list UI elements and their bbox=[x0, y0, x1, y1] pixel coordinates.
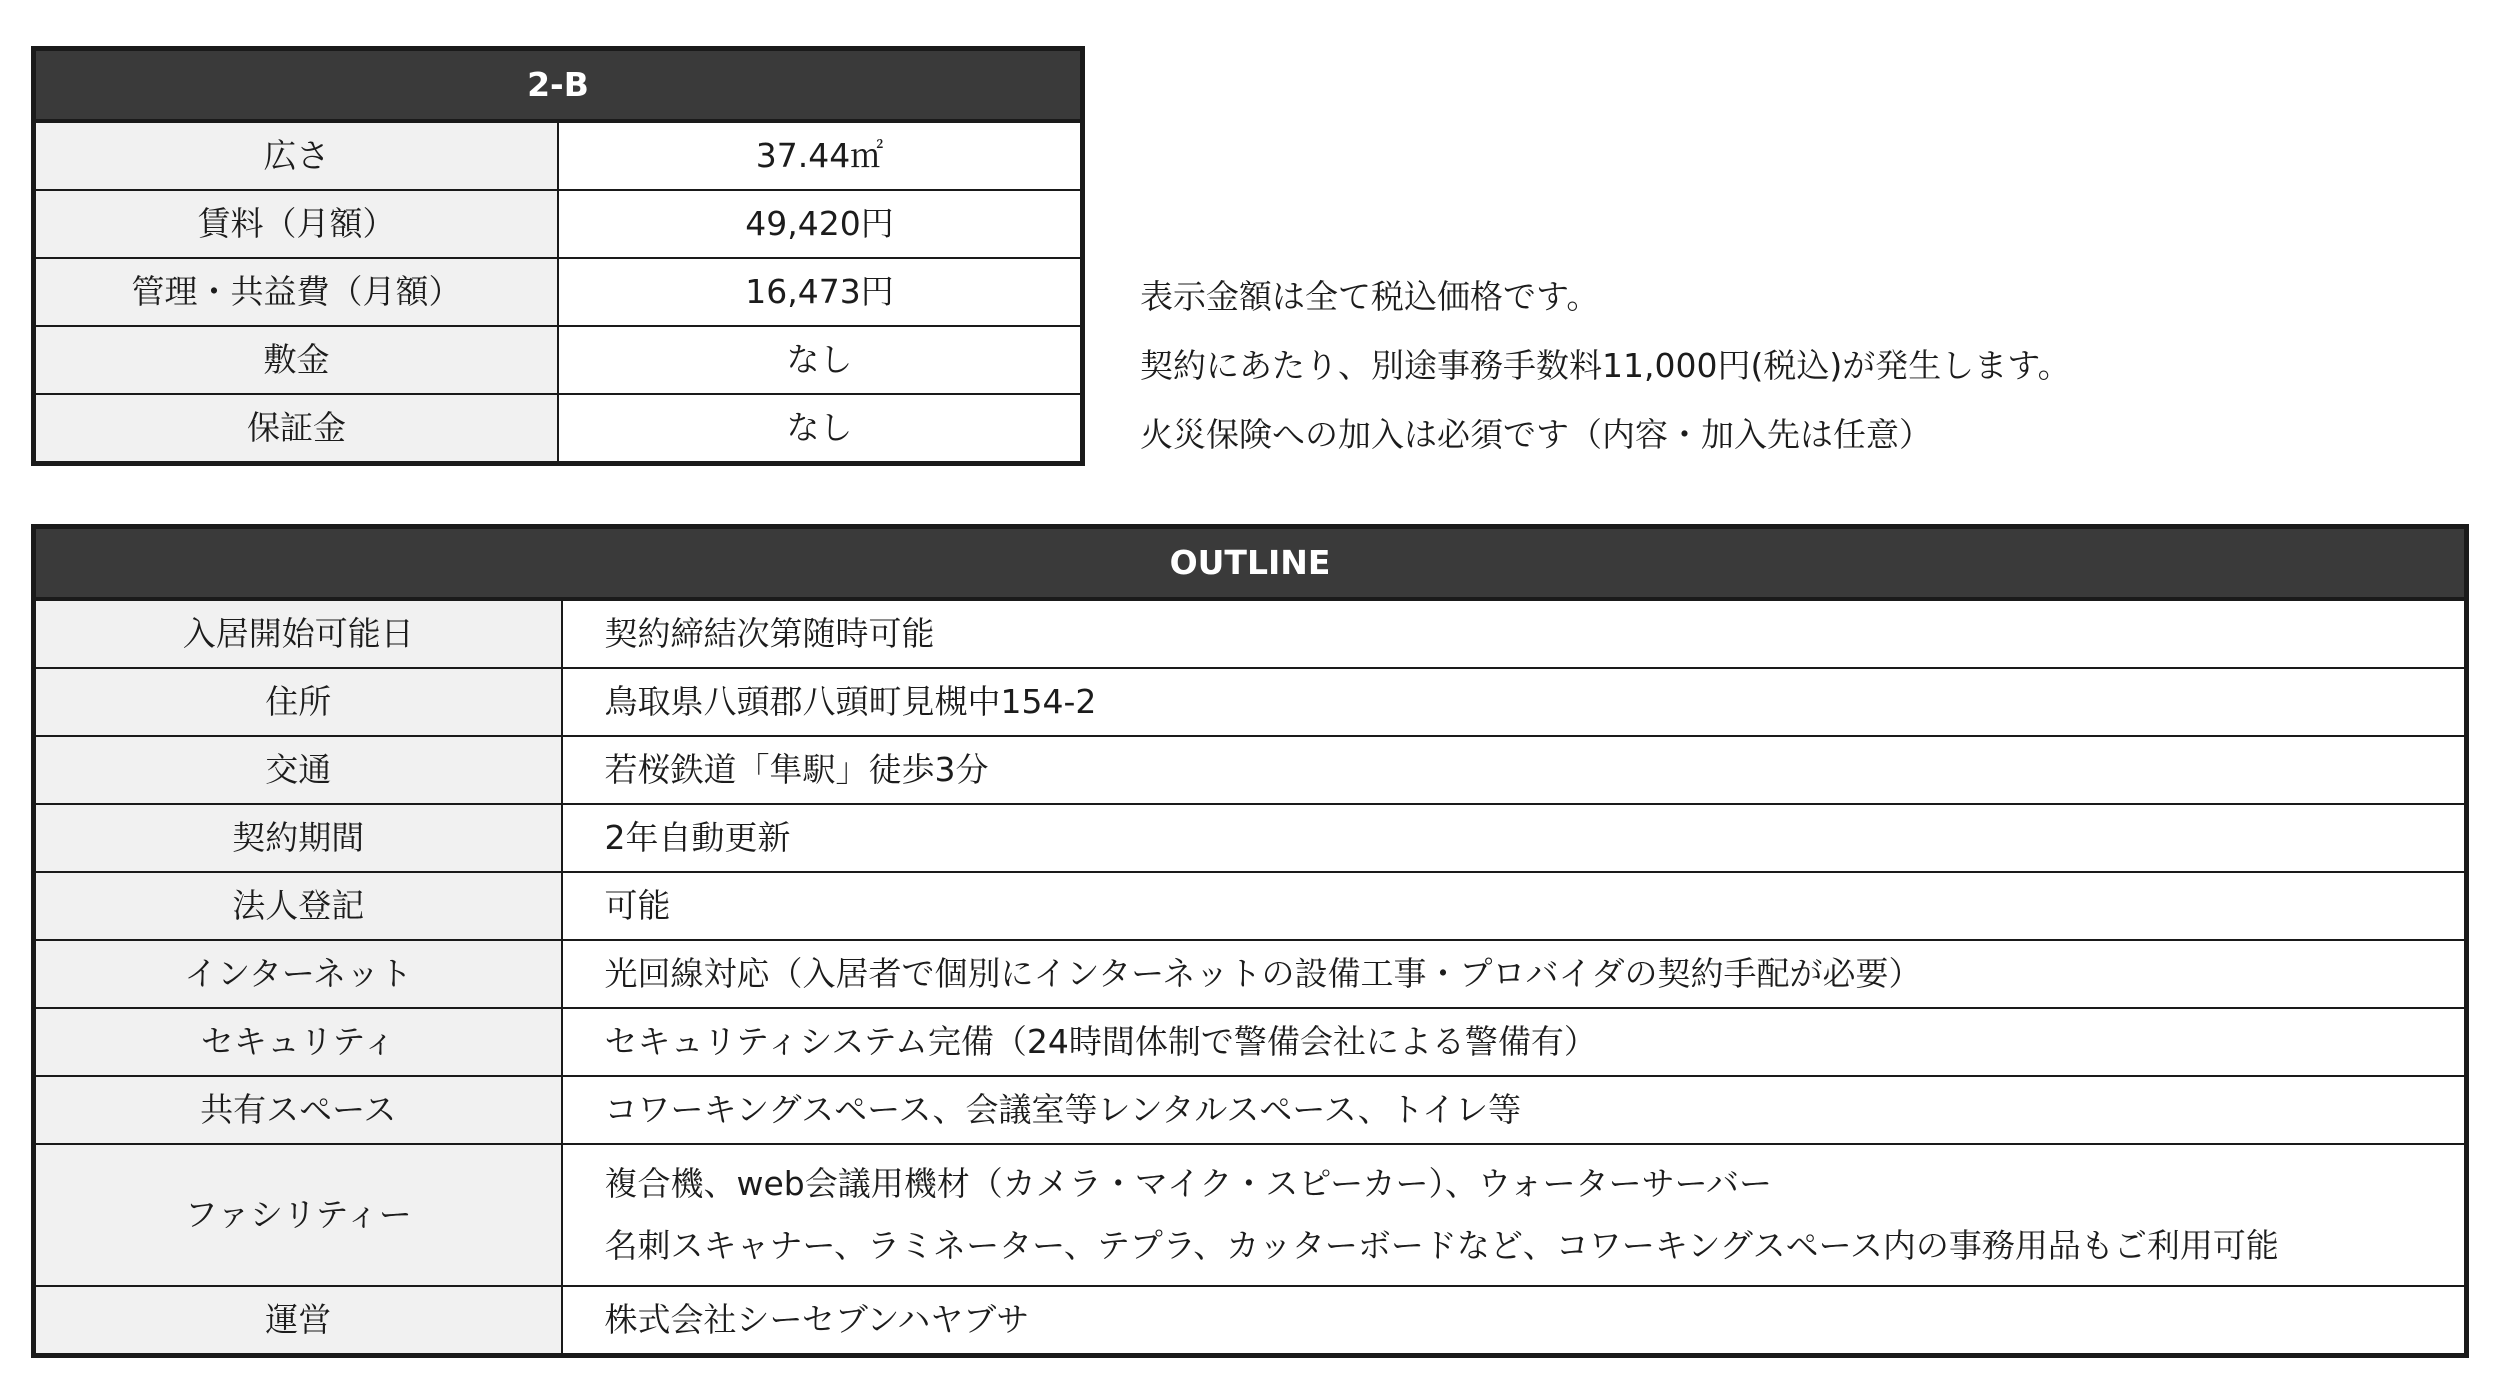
table-row bbox=[34, 1144, 2467, 1286]
outline-table bbox=[31, 524, 2469, 1358]
rent-label: 賃料（月額） bbox=[34, 190, 559, 258]
internet-value: 光回線対応（入居者で個別にインターネットの設備工事・プロバイダの契約手配が必要） bbox=[562, 940, 2467, 1008]
access-value: 若桜鉄道「隼駅」徒歩3分 bbox=[562, 736, 2467, 804]
table-row bbox=[34, 599, 2467, 668]
access-label: 交通 bbox=[34, 736, 562, 804]
table-row bbox=[34, 394, 1083, 464]
unit-table bbox=[31, 46, 1085, 466]
table-row bbox=[34, 258, 1083, 326]
table-row bbox=[34, 668, 2467, 736]
shared-space-value: コワーキングスペース、会議室等レンタルスペース、トイレ等 bbox=[562, 1076, 2467, 1144]
facility-value bbox=[562, 1144, 2467, 1286]
contract-period-value: 2年自動更新 bbox=[562, 804, 2467, 872]
table-row bbox=[34, 736, 2467, 804]
corporate-registration-label: 法人登記 bbox=[34, 872, 562, 940]
deposit-label: 敷金 bbox=[34, 326, 559, 394]
table-row bbox=[34, 1076, 2467, 1144]
note-tax-included: 表示金額は全て税込価格です。 bbox=[1140, 277, 1600, 316]
address-label: 住所 bbox=[34, 668, 562, 736]
facility-label: ファシリティー bbox=[34, 1144, 562, 1286]
facility-value-line-1: 複合機、web会議用機材（カメラ・マイク・スピーカー）、ウォーターサーバー bbox=[604, 1163, 1772, 1203]
move-in-date-label: 入居開始可能日 bbox=[34, 599, 562, 668]
operator-label: 運営 bbox=[34, 1286, 562, 1356]
table-row bbox=[34, 940, 2467, 1008]
table-row bbox=[34, 121, 1083, 190]
table-row bbox=[34, 804, 2467, 872]
table-row bbox=[34, 1286, 2467, 1356]
guarantee-label: 保証金 bbox=[34, 394, 559, 464]
note-admin-fee: 契約にあたり、別途事務手数料11,000円(税込)が発生します。 bbox=[1140, 346, 2071, 385]
unit-title: 2-B bbox=[34, 49, 1083, 122]
note-fire-insurance: 火災保険への加入は必須です（内容・加入先は任意） bbox=[1140, 415, 1932, 454]
security-label: セキュリティ bbox=[34, 1008, 562, 1076]
guarantee-value: なし bbox=[558, 394, 1083, 464]
table-row bbox=[34, 872, 2467, 940]
security-value: セキュリティシステム完備（24時間体制で警備会社による警備有） bbox=[562, 1008, 2467, 1076]
internet-label: インターネット bbox=[34, 940, 562, 1008]
table-row bbox=[34, 326, 1083, 394]
facility-value-line-2: 名刺スキャナー、ラミネーター、テプラ、カッターボードなど、コワーキングスペース内の事務用品もご利用可能 bbox=[604, 1226, 2279, 1265]
corporate-registration-value: 可能 bbox=[562, 872, 2467, 940]
table-row bbox=[34, 1008, 2467, 1076]
shared-space-label: 共有スペース bbox=[34, 1076, 562, 1144]
operator-value: 株式会社シーセブンハヤブサ bbox=[562, 1286, 2467, 1356]
table-row bbox=[34, 190, 1083, 258]
management-fee-label: 管理・共益費（月額） bbox=[34, 258, 559, 326]
move-in-date-value: 契約締結次第随時可能 bbox=[562, 599, 2467, 668]
rent-value: 49,420円 bbox=[558, 190, 1083, 258]
deposit-value: なし bbox=[558, 326, 1083, 394]
contract-period-label: 契約期間 bbox=[34, 804, 562, 872]
size-label: 広さ bbox=[34, 121, 559, 190]
management-fee-value: 16,473円 bbox=[558, 258, 1083, 326]
size-value: 37.44㎡ bbox=[558, 121, 1083, 190]
address-value: 鳥取県八頭郡八頭町見槻中154-2 bbox=[562, 668, 2467, 736]
outline-title: OUTLINE bbox=[34, 527, 2467, 600]
